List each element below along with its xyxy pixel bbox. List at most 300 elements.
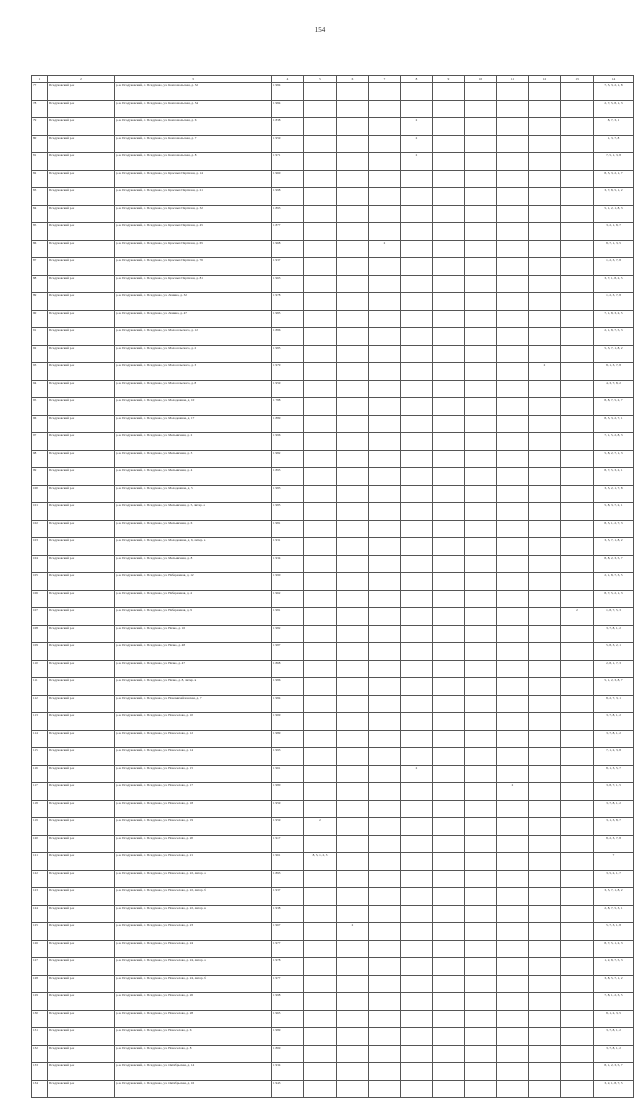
- mark-cell-col-7: [369, 258, 401, 276]
- mark-cell-col-9: [433, 118, 465, 136]
- mark-cell-col-10: [465, 328, 497, 346]
- mark-cell-col-11: [497, 1045, 529, 1063]
- mark-cell-col-6: [337, 625, 369, 643]
- mark-cell-col-8: [401, 660, 433, 678]
- mark-cell-col-5: [304, 573, 337, 591]
- mark-cell-col-8: [401, 258, 433, 276]
- row-number-cell: 114: [32, 730, 48, 748]
- district-cell: Псадуковский р-н: [48, 923, 115, 941]
- year-cell: 1 959: [272, 135, 304, 153]
- table-row: [32, 205, 634, 223]
- mark-cell-col-11: [497, 608, 529, 626]
- table-row: [32, 713, 634, 731]
- table-row: [32, 608, 634, 626]
- district-cell: Псадуковский р-н: [48, 240, 115, 258]
- column-header: 12: [529, 76, 561, 83]
- row-number-cell: 99: [32, 468, 48, 486]
- year-cell: 1 980: [272, 783, 304, 801]
- mark-cell-col-7: [369, 415, 401, 433]
- mark-cell-col-11: [497, 555, 529, 573]
- work-types-cell: 3, 5, 7, 1, 8, 2: [594, 538, 634, 556]
- district-cell: Псадуковский р-н: [48, 713, 115, 731]
- mark-cell-col-5: [304, 503, 337, 521]
- work-types-cell: 8, 1, 3, 5, 7: [594, 765, 634, 783]
- mark-cell-col-13: [561, 678, 594, 696]
- mark-cell-col-9: [433, 555, 465, 573]
- mark-cell-col-12: [529, 293, 561, 311]
- mark-cell-col-8: [401, 608, 433, 626]
- table-row: [32, 363, 634, 381]
- mark-cell-col-10: [465, 345, 497, 363]
- year-cell: 1 959: [272, 380, 304, 398]
- work-types-cell: 8, 2, 7, 3, 1: [594, 695, 634, 713]
- mark-cell-col-13: [561, 695, 594, 713]
- mark-cell-col-11: [497, 958, 529, 976]
- year-cell: 1 990: [272, 573, 304, 591]
- mark-cell-col-6: [337, 888, 369, 906]
- mark-cell-col-9: [433, 170, 465, 188]
- mark-cell-col-13: [561, 415, 594, 433]
- mark-cell-col-11: [497, 1028, 529, 1046]
- mark-cell-col-10: [465, 660, 497, 678]
- work-types-cell: 3, 5, 2, 1, 7: [594, 870, 634, 888]
- mark-cell-col-10: [465, 188, 497, 206]
- work-types-cell: 1, 8, 7, 5, 3: [594, 608, 634, 626]
- mark-cell-col-7: [369, 310, 401, 328]
- year-cell: 1 985: [272, 310, 304, 328]
- mark-cell-col-8: 2: [401, 118, 433, 136]
- mark-cell-col-12: [529, 258, 561, 276]
- mark-cell-col-10: [465, 135, 497, 153]
- row-number-cell: 111: [32, 678, 48, 696]
- mark-cell-col-10: [465, 83, 497, 101]
- year-cell: 1 965: [272, 1010, 304, 1028]
- year-cell: 1 978: [272, 958, 304, 976]
- district-cell: Псадуковский р-н: [48, 975, 115, 993]
- work-types-cell: 3, 5, 7, 1, 8, 2: [594, 888, 634, 906]
- district-cell: Псадуковский р-н: [48, 695, 115, 713]
- mark-cell-col-7: [369, 765, 401, 783]
- mark-cell-col-10: [465, 748, 497, 766]
- table-row: [32, 100, 634, 118]
- mark-cell-col-10: [465, 958, 497, 976]
- mark-cell-col-8: [401, 748, 433, 766]
- mark-cell-col-9: [433, 380, 465, 398]
- year-cell: 1 937: [272, 258, 304, 276]
- mark-cell-col-13: [561, 800, 594, 818]
- column-header: 11: [497, 76, 529, 83]
- mark-cell-col-12: [529, 695, 561, 713]
- mark-cell-col-10: [465, 870, 497, 888]
- district-cell: Псадуковский р-н: [48, 765, 115, 783]
- address-cell: р-н. Псадуковский, с. Псадуково, ул. Новоселова, д. 18: [115, 800, 272, 818]
- row-number-cell: 106: [32, 590, 48, 608]
- work-types-cell: 8, 7, 3, 1: [594, 118, 634, 136]
- address-cell: р-н. Псадуковский, с. Псадуково, ул. Набережная, д. 4: [115, 590, 272, 608]
- district-cell: Псадуковский р-н: [48, 328, 115, 346]
- mark-cell-col-11: [497, 450, 529, 468]
- mark-cell-col-8: [401, 363, 433, 381]
- mark-cell-col-5: [304, 485, 337, 503]
- table-row: [32, 748, 634, 766]
- district-cell: Псадуковский р-н: [48, 853, 115, 871]
- mark-cell-col-12: [529, 345, 561, 363]
- row-number-cell: 104: [32, 555, 48, 573]
- mark-cell-col-7: [369, 1063, 401, 1081]
- district-cell: Псадуковский р-н: [48, 205, 115, 223]
- mark-cell-col-9: [433, 888, 465, 906]
- mark-cell-col-13: [561, 923, 594, 941]
- row-number-cell: 118: [32, 800, 48, 818]
- work-types-cell: 4, 3, 7, 8, 2: [594, 380, 634, 398]
- table-row: [32, 800, 634, 818]
- table-row: [32, 415, 634, 433]
- mark-cell-col-10: [465, 975, 497, 993]
- mark-cell-col-11: [497, 363, 529, 381]
- work-types-cell: 3, 2, 1, 8, 7, 5: [594, 1080, 634, 1098]
- mark-cell-col-11: [497, 503, 529, 521]
- mark-cell-col-6: [337, 363, 369, 381]
- work-types-cell: 8, 5, 3, 2, 1, 7: [594, 170, 634, 188]
- mark-cell-col-9: [433, 83, 465, 101]
- mark-cell-col-10: [465, 240, 497, 258]
- mark-cell-col-6: [337, 608, 369, 626]
- table-row: [32, 835, 634, 853]
- work-types-cell: 5, 1, 2, 1, 8, 3: [594, 205, 634, 223]
- mark-cell-col-11: [497, 678, 529, 696]
- mark-cell-col-11: [497, 345, 529, 363]
- mark-cell-col-9: [433, 643, 465, 661]
- mark-cell-col-6: [337, 398, 369, 416]
- district-cell: Псадуковский р-н: [48, 888, 115, 906]
- mark-cell-col-13: [561, 905, 594, 923]
- mark-cell-col-9: [433, 748, 465, 766]
- mark-cell-col-5: [304, 1063, 337, 1081]
- mark-cell-col-8: [401, 240, 433, 258]
- address-cell: р-н. Псадуковский, с. Псадуково, ул. Новоселова, д. 24, литер. а: [115, 958, 272, 976]
- column-header: 4: [272, 76, 304, 83]
- mark-cell-col-9: [433, 940, 465, 958]
- mark-cell-col-11: [497, 240, 529, 258]
- district-cell: Псадуковский р-н: [48, 275, 115, 293]
- mark-cell-col-11: [497, 520, 529, 538]
- mark-cell-col-12: [529, 818, 561, 836]
- mark-cell-col-5: [304, 905, 337, 923]
- district-cell: Псадуковский р-н: [48, 188, 115, 206]
- year-cell: 1 977: [272, 975, 304, 993]
- mark-cell-col-8: [401, 188, 433, 206]
- district-cell: Псадуковский р-н: [48, 1080, 115, 1098]
- address-cell: р-н. Псадуковский, с. Псадуково, ул. Красных Партизан, д. 21: [115, 188, 272, 206]
- year-cell: 1 998: [272, 188, 304, 206]
- mark-cell-col-7: [369, 345, 401, 363]
- mark-cell-col-8: [401, 503, 433, 521]
- mark-cell-col-13: [561, 363, 594, 381]
- address-cell: р-н. Псадуковский, с. Псадуково, ул. Молодежная, д. 5: [115, 485, 272, 503]
- table-row: [32, 188, 634, 206]
- mark-cell-col-5: [304, 748, 337, 766]
- mark-cell-col-5: [304, 223, 337, 241]
- mark-cell-col-10: [465, 450, 497, 468]
- mark-cell-col-7: [369, 223, 401, 241]
- mark-cell-col-5: [304, 468, 337, 486]
- row-number-cell: 119: [32, 818, 48, 836]
- mark-cell-col-6: [337, 415, 369, 433]
- mark-cell-col-10: [465, 485, 497, 503]
- address-cell: р-н. Псадуковский, с. Псадуково, ул. Новоселова, д. 19: [115, 818, 272, 836]
- mark-cell-col-13: [561, 83, 594, 101]
- mark-cell-col-5: [304, 433, 337, 451]
- work-types-cell: 8, 7, 5, 3, 2, 1: [594, 468, 634, 486]
- mark-cell-col-10: [465, 695, 497, 713]
- mark-cell-col-10: [465, 888, 497, 906]
- row-number-cell: 80: [32, 135, 48, 153]
- column-number-header-row: [32, 76, 634, 83]
- mark-cell-col-8: [401, 205, 433, 223]
- mark-cell-col-13: [561, 205, 594, 223]
- mark-cell-col-7: [369, 170, 401, 188]
- mark-cell-col-10: [465, 310, 497, 328]
- row-number-cell: 105: [32, 573, 48, 591]
- mark-cell-col-9: [433, 188, 465, 206]
- mark-cell-col-9: [433, 695, 465, 713]
- address-cell: р-н. Псадуковский, с. Псадуково, ул. Новомихайловская, д. 7: [115, 695, 272, 713]
- mark-cell-col-13: [561, 713, 594, 731]
- mark-cell-col-11: [497, 923, 529, 941]
- work-types-cell: 8, 5, 1, 2, 7, 3: [594, 520, 634, 538]
- mark-cell-col-10: [465, 608, 497, 626]
- mark-cell-col-9: [433, 625, 465, 643]
- mark-cell-col-9: [433, 258, 465, 276]
- mark-cell-col-9: [433, 135, 465, 153]
- mark-cell-col-13: [561, 223, 594, 241]
- mark-cell-col-9: [433, 993, 465, 1011]
- mark-cell-col-7: [369, 135, 401, 153]
- year-cell: 1 984: [272, 83, 304, 101]
- district-cell: Псадуковский р-н: [48, 520, 115, 538]
- work-types-cell: 3, 1, 3, 8, 7: [594, 818, 634, 836]
- work-types-cell: 2, 7, 5, 8, 1, 3: [594, 100, 634, 118]
- mark-cell-col-11: [497, 485, 529, 503]
- mark-cell-col-5: [304, 765, 337, 783]
- year-cell: 1 917: [272, 835, 304, 853]
- year-cell: 1 877: [272, 223, 304, 241]
- mark-cell-col-7: [369, 503, 401, 521]
- mark-cell-col-8: [401, 100, 433, 118]
- mark-cell-col-12: [529, 1063, 561, 1081]
- mark-cell-col-9: [433, 905, 465, 923]
- mark-cell-col-13: [561, 240, 594, 258]
- mark-cell-col-13: [561, 100, 594, 118]
- work-types-cell: 8, 1, 2, 3, 5: [594, 1010, 634, 1028]
- year-cell: 1 971: [272, 153, 304, 171]
- mark-cell-col-10: [465, 205, 497, 223]
- mark-cell-col-13: [561, 958, 594, 976]
- mark-cell-col-11: [497, 940, 529, 958]
- mark-cell-col-6: [337, 573, 369, 591]
- mark-cell-col-6: [337, 748, 369, 766]
- address-cell: р-н. Псадуковский, с. Псадуково, ул. Комсомольская, д. 52: [115, 83, 272, 101]
- mark-cell-col-6: [337, 975, 369, 993]
- row-number-cell: 132: [32, 1045, 48, 1063]
- mark-cell-col-5: [304, 888, 337, 906]
- mark-cell-col-11: [497, 118, 529, 136]
- mark-cell-col-6: 2: [337, 923, 369, 941]
- mark-cell-col-7: [369, 153, 401, 171]
- mark-cell-col-12: [529, 135, 561, 153]
- mark-cell-col-9: [433, 275, 465, 293]
- mark-cell-col-10: [465, 468, 497, 486]
- mark-cell-col-5: [304, 398, 337, 416]
- table-row: [32, 240, 634, 258]
- mark-cell-col-5: [304, 940, 337, 958]
- mark-cell-col-12: [529, 538, 561, 556]
- mark-cell-col-5: [304, 783, 337, 801]
- mark-cell-col-11: [497, 328, 529, 346]
- address-cell: р-н. Псадуковский, с. Псадуково, ул. Мельничная, д. 8: [115, 555, 272, 573]
- row-number-cell: 81: [32, 153, 48, 171]
- mark-cell-col-5: [304, 1028, 337, 1046]
- address-cell: р-н. Псадуковский, с. Псадуково, ул. Комсомольская, д. 6: [115, 118, 272, 136]
- mark-cell-col-7: [369, 520, 401, 538]
- mark-cell-col-8: [401, 170, 433, 188]
- mark-cell-col-9: [433, 328, 465, 346]
- mark-cell-col-5: [304, 923, 337, 941]
- table-row: [32, 1010, 634, 1028]
- mark-cell-col-9: [433, 765, 465, 783]
- district-cell: Псадуковский р-н: [48, 1045, 115, 1063]
- mark-cell-col-12: [529, 1010, 561, 1028]
- row-number-cell: 123: [32, 888, 48, 906]
- work-types-cell: 5, 8, 2, 7, 1, 3: [594, 450, 634, 468]
- row-number-cell: 78: [32, 100, 48, 118]
- table-row: [32, 818, 634, 836]
- mark-cell-col-11: [497, 205, 529, 223]
- mark-cell-col-9: [433, 363, 465, 381]
- mark-cell-col-10: [465, 1028, 497, 1046]
- mark-cell-col-6: [337, 1080, 369, 1098]
- address-cell: р-н. Псадуковский, с. Псадуково, ул. Новоселова, д. 28: [115, 1010, 272, 1028]
- mark-cell-col-11: [497, 818, 529, 836]
- mark-cell-col-9: [433, 958, 465, 976]
- mark-cell-col-7: [369, 468, 401, 486]
- mark-cell-col-13: [561, 975, 594, 993]
- mark-cell-col-8: [401, 450, 433, 468]
- column-header: 8: [401, 76, 433, 83]
- year-cell: 1 959: [272, 800, 304, 818]
- mark-cell-col-9: [433, 520, 465, 538]
- mark-cell-col-13: [561, 888, 594, 906]
- mark-cell-col-6: [337, 293, 369, 311]
- address-cell: р-н. Псадуковский, с. Псадуково, ул. Новоселова, д. 21: [115, 853, 272, 871]
- mark-cell-col-8: [401, 905, 433, 923]
- mark-cell-col-12: [529, 100, 561, 118]
- mark-cell-col-10: [465, 765, 497, 783]
- mark-cell-col-10: [465, 625, 497, 643]
- column-header: 2: [48, 76, 115, 83]
- mark-cell-col-7: [369, 660, 401, 678]
- mark-cell-col-9: [433, 1080, 465, 1098]
- year-cell: 1 983: [272, 485, 304, 503]
- address-cell: р-н. Псадуковский, с. Псадуково, ул. Новоселова, д. 10: [115, 713, 272, 731]
- table-row: [32, 993, 634, 1011]
- year-cell: 1 960: [272, 170, 304, 188]
- mark-cell-col-13: [561, 730, 594, 748]
- mark-cell-col-11: [497, 310, 529, 328]
- address-cell: р-н. Псадуковский, с. Псадуково, ул. Молодежная, д. 6, литер. а: [115, 538, 272, 556]
- mark-cell-col-12: [529, 835, 561, 853]
- mark-cell-col-7: [369, 573, 401, 591]
- mark-cell-col-10: [465, 713, 497, 731]
- mark-cell-col-9: [433, 975, 465, 993]
- mark-cell-col-7: [369, 695, 401, 713]
- mark-cell-col-8: [401, 625, 433, 643]
- year-cell: 1 886: [272, 328, 304, 346]
- address-cell: р-н. Псадуковский, с. Псадуково, ул. Нечко, д. 48: [115, 643, 272, 661]
- mark-cell-col-5: [304, 993, 337, 1011]
- year-cell: 1 893: [272, 870, 304, 888]
- mark-cell-col-7: [369, 1045, 401, 1063]
- mark-cell-col-12: [529, 555, 561, 573]
- row-number-cell: 95: [32, 398, 48, 416]
- mark-cell-col-13: [561, 275, 594, 293]
- mark-cell-col-8: [401, 1080, 433, 1098]
- work-types-cell: 8, 1, 3, 7, 8: [594, 363, 634, 381]
- district-cell: Псадуковский р-н: [48, 993, 115, 1011]
- district-cell: Псадуковский р-н: [48, 835, 115, 853]
- mark-cell-col-7: [369, 555, 401, 573]
- mark-cell-col-13: [561, 555, 594, 573]
- mark-cell-col-13: [561, 433, 594, 451]
- mark-cell-col-12: [529, 485, 561, 503]
- mark-cell-col-9: [433, 835, 465, 853]
- mark-cell-col-9: [433, 660, 465, 678]
- mark-cell-col-11: [497, 993, 529, 1011]
- year-cell: 1 993: [272, 748, 304, 766]
- mark-cell-col-6: [337, 485, 369, 503]
- year-cell: 1 981: [272, 608, 304, 626]
- mark-cell-col-6: [337, 258, 369, 276]
- district-cell: Псадуковский р-н: [48, 678, 115, 696]
- mark-cell-col-12: [529, 380, 561, 398]
- work-types-cell: 7, 5, 3, 2, 1, 8: [594, 83, 634, 101]
- mark-cell-col-6: [337, 118, 369, 136]
- mark-cell-col-7: [369, 905, 401, 923]
- table-row: [32, 958, 634, 976]
- address-cell: р-н. Псадуковский, с. Псадуково, ул. Красных Партизан, д. 65: [115, 240, 272, 258]
- mark-cell-col-6: [337, 905, 369, 923]
- mark-cell-col-9: [433, 800, 465, 818]
- address-cell: р-н. Псадуковский, с. Псадуково, ул. Октябрьская, д. 16: [115, 1080, 272, 1098]
- mark-cell-col-7: [369, 940, 401, 958]
- year-cell: 1 996: [272, 433, 304, 451]
- mark-cell-col-9: [433, 713, 465, 731]
- year-cell: 1 969: [272, 713, 304, 731]
- mark-cell-col-6: [337, 468, 369, 486]
- mark-cell-col-6: [337, 590, 369, 608]
- mark-cell-col-10: [465, 853, 497, 871]
- row-number-cell: 88: [32, 275, 48, 293]
- mark-cell-col-7: [369, 1080, 401, 1098]
- mark-cell-col-13: [561, 643, 594, 661]
- mark-cell-col-9: [433, 503, 465, 521]
- mark-cell-col-5: [304, 958, 337, 976]
- mark-cell-col-5: [304, 678, 337, 696]
- mark-cell-col-7: [369, 485, 401, 503]
- table-row: [32, 765, 634, 783]
- mark-cell-col-12: [529, 503, 561, 521]
- year-cell: 1 984: [272, 100, 304, 118]
